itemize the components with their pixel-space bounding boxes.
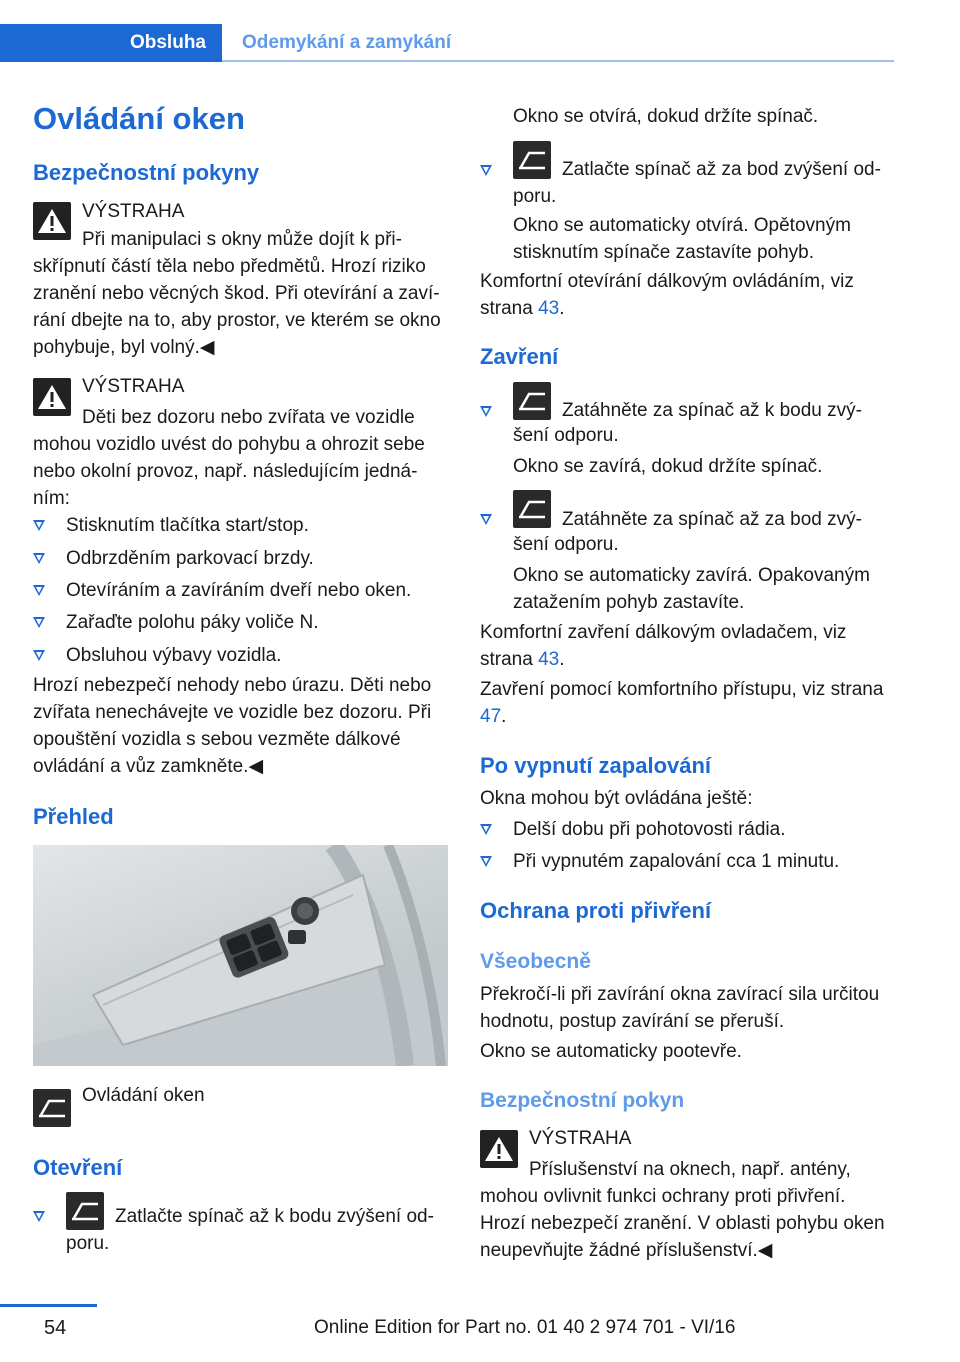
safety-heading: Bezpečnostní pokyny [33, 160, 260, 185]
warning2-line1: Děti bez dozoru nebo zvířata ve vozidle [82, 407, 415, 428]
warning2-label: VÝSTRAHA [82, 376, 185, 397]
open-bullet2-note: Okno se automaticky otvírá. Opětovným stisknutím spínače zastavíte pohyb. [513, 215, 851, 263]
header-divider [222, 60, 894, 62]
warning2-end: Hrozí nebezpečí nehody nebo úrazu. Děti nebo zvířata nenechávejte ve vozidle bez dozoru. Při opouštění vozidla s sebou vezměte dálkové ovládání a vůz zamkněte.◀ [33, 675, 432, 777]
icon-caption: Ovládání oken [82, 1085, 205, 1106]
list-item: Zatlačte spínač až k bodu zvýšení od‐ poru. [33, 1192, 448, 1262]
comfort-close-text: Komfortní zavření dálkovým ovladačem, viz strana 43. [480, 622, 847, 670]
list-item: Zatáhněte za spínač až za bod zvý‐ šení odporu. [480, 490, 892, 560]
warning3-line1: Příslušenství na oknech, např. antény, [529, 1159, 851, 1180]
closing-heading: Zavření [480, 344, 559, 369]
window-switch-icon [66, 1192, 104, 1230]
opening-heading: Otevření [33, 1155, 123, 1180]
edition-note: Online Edition for Part no. 01 40 2 974 701 - VI/16 [314, 1317, 736, 1338]
footer-divider [0, 1304, 97, 1307]
page-title: Ovládání oken [33, 101, 245, 136]
window-switch-icon [513, 141, 551, 179]
tab-obsluha[interactable]: Obsluha [0, 24, 222, 62]
page-header [0, 0, 960, 62]
window-switch-icon [33, 1089, 71, 1127]
page-link[interactable]: 43 [538, 298, 560, 319]
list-item: Zatlačte spínač až za bod zvýšení od‐ poru. [480, 141, 892, 211]
general-heading: Všeobecně [480, 950, 591, 973]
warning3-label: VÝSTRAHA [529, 1128, 632, 1149]
list-item: Zatáhněte za spínač až k bodu zvý‐ šení odporu. [480, 382, 892, 452]
warning3-text: mohou ovlivnit funkci ochrany proti přivření. Hrozí nebezpečí zranění. V oblasti pohybu oken neupevňujte žádné příslušenství.◀ [480, 1186, 885, 1261]
ignition-text: Okna mohou být ovládána ještě: [480, 788, 753, 809]
comfort-open-text: Komfortní otevírání dálkovým ovládáním, viz strana 43. [480, 271, 854, 319]
ignition-heading: Po vypnutí zapalování [480, 753, 712, 778]
general-text: Překročí-li při zavírání okna zavírací sila určitou hodnotu, postup zavírání se přeruší. [480, 984, 880, 1032]
warning-icon [33, 202, 71, 240]
warning2-text: mohou vozidlo uvést do pohybu a ohrozit sebe nebo okolní provoz, např. následujícím jedná‐ ním: [33, 434, 425, 509]
window-switch-photo [33, 845, 448, 1066]
warning-icon [480, 1130, 518, 1168]
tab-odemykani[interactable]: Odemykání a zamykání [242, 32, 452, 53]
pinch-heading: Ochrana proti přivření [480, 898, 712, 923]
page-link[interactable]: 47 [480, 706, 502, 727]
page-number: 54 [44, 1317, 67, 1339]
window-switch-icon [513, 382, 551, 420]
page-link[interactable]: 43 [538, 649, 560, 670]
close-bullet2-note: Okno se automaticky zavírá. Opakovaným zatažením pohyb zastavíte. [513, 565, 870, 613]
overview-heading: Přehled [33, 804, 114, 829]
general-text2: Okno se automaticky pootevře. [480, 1041, 742, 1062]
safety2-heading: Bezpečnostní pokyn [480, 1089, 685, 1112]
comfort-access-text: Zavření pomocí komfortního přístupu, viz strana 47. [480, 679, 884, 727]
warning1-line1: Při manipulaci s okny může dojít k při‐ [82, 229, 402, 250]
warning1-label: VÝSTRAHA [82, 201, 185, 222]
close-bullet1-note: Okno se zavírá, dokud držíte spínač. [513, 456, 823, 477]
window-switch-icon [513, 490, 551, 528]
warning-icon [33, 378, 71, 416]
open-bullet1-note: Okno se otvírá, dokud držíte spínač. [513, 106, 819, 127]
warning1-text: skřípnutí částí těla nebo předmětů. Hrozí riziko zranění nebo věcných škod. Při otevírání a zaví‐ rání dbejte na to, aby prostor, ve kterém se okno pohybuje, byl volný.◀ [33, 256, 441, 358]
